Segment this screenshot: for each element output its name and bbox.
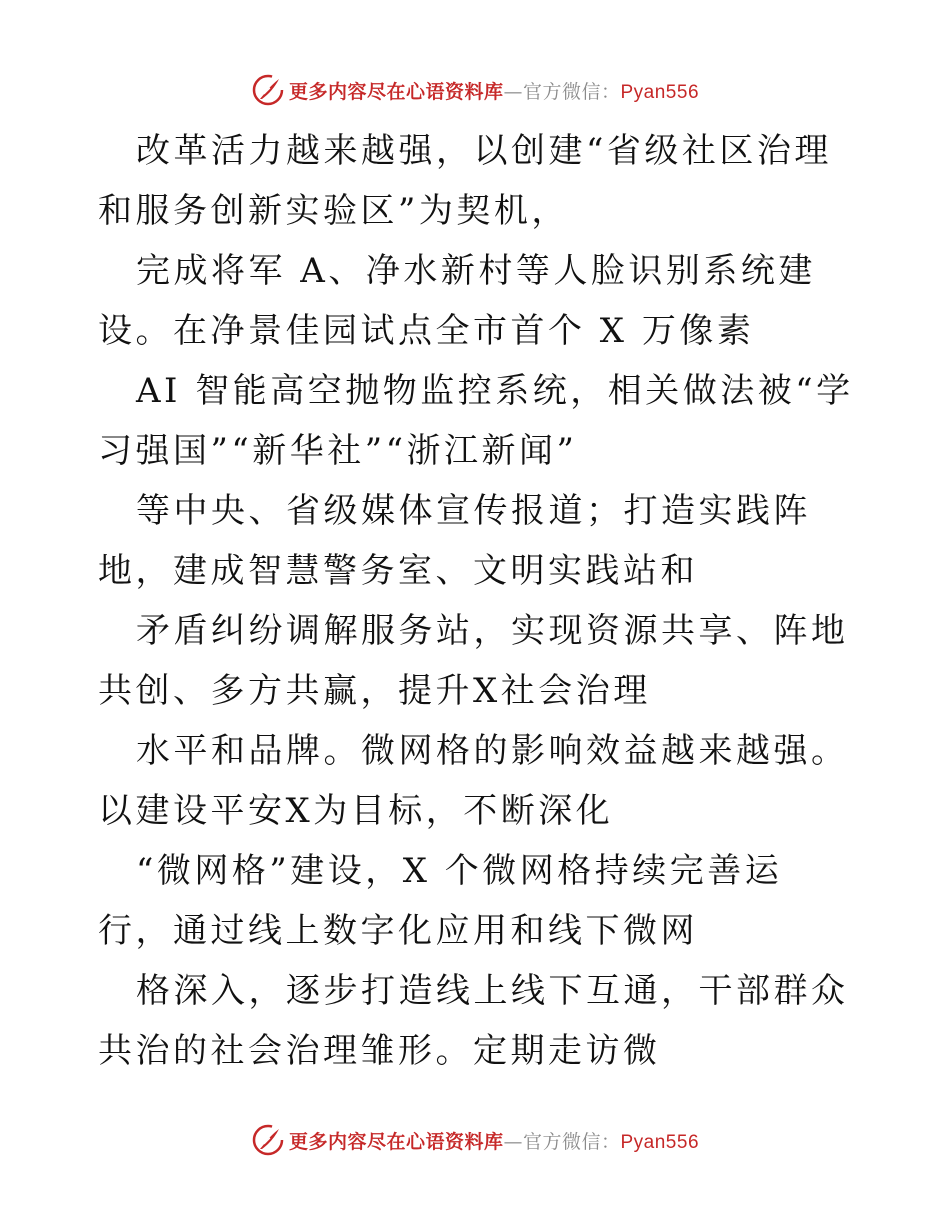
watermark-main-text: 更多内容尽在心语资料库 — [288, 80, 504, 103]
watermark-main-text: 更多内容尽在心语资料库 — [288, 1130, 504, 1153]
paragraph-5: 矛盾纠纷调解服务站，实现资源共享、阵地共创、多方共赢，提升X社会治理 — [98, 611, 849, 711]
watermark-middle-text: 官方微信： — [522, 1130, 621, 1153]
paragraph-8: 格深入，逐步打造线上线下互通，干部群众共治的社会治理雏形。定期走访微 — [98, 971, 849, 1071]
paragraph-6: 水平和品牌。微网格的影响效益越来越强。以建设平安X为目标，不断深化 — [98, 731, 849, 831]
paragraph-4: 等中央、省级媒体宣传报道；打造实践阵地，建成智慧警务室、文明实践站和 — [98, 491, 811, 591]
watermark-dash: — — [503, 80, 523, 103]
document-body — [98, 121, 854, 1081]
paragraph-1: 改革活力越来越强，以创建“省级社区治理和服务创新实验区”为契机， — [98, 131, 832, 231]
watermark-middle-text: 官方微信： — [522, 80, 621, 103]
paragraph-7: “微网格”建设，X 个微网格持续完善运行，通过线上数字化应用和线下微网 — [98, 851, 783, 951]
header-watermark — [0, 70, 950, 110]
footer-watermark — [0, 1120, 950, 1160]
paragraph-3: AI 智能高空抛物监控系统，相关做法被“学习强国”“新华社”“浙江新闻” — [98, 371, 854, 471]
watermark-dash: — — [503, 1130, 523, 1153]
watermark-id: Pyan556 — [620, 81, 700, 103]
paragraph-2: 完成将军 A、净水新村等人脸识别系统建设。在净景佳园试点全市首个 X 万像素 — [98, 251, 816, 351]
quill-pen-logo-icon — [251, 1123, 285, 1157]
watermark-id: Pyan556 — [620, 1131, 700, 1153]
quill-pen-logo-icon — [251, 73, 285, 107]
